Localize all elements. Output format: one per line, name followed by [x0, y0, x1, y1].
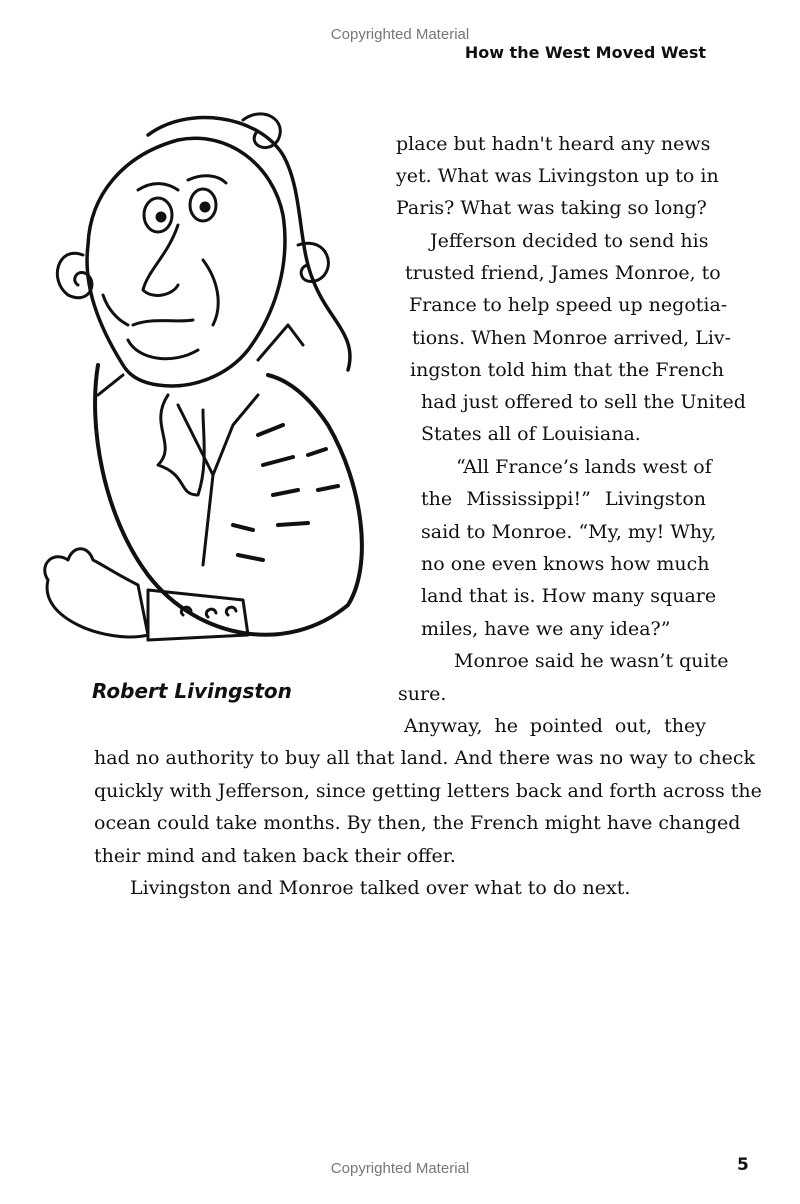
text-line: said to Monroe. “My, my! Why,	[421, 521, 717, 543]
text-line: Anyway, he pointed out, they	[404, 715, 706, 737]
text-line: miles, have we any idea?”	[421, 618, 671, 640]
wig	[148, 118, 350, 370]
right-pupil	[201, 203, 209, 211]
text-line: had just offered to sell the United	[421, 391, 746, 413]
text-line: tions. When Monroe arrived, Liv-	[412, 327, 732, 349]
text-line: the Mississippi!” Livingston	[421, 488, 706, 510]
chin	[128, 340, 198, 359]
text-line: quickly with Jefferson, since getting letters back and forth across the	[94, 780, 762, 802]
coat-outline	[95, 365, 362, 635]
watermark-top: Copyrighted Material	[330, 26, 470, 43]
text-line: land that is. How many square	[421, 585, 717, 607]
cheek-lines	[103, 260, 218, 325]
text-line: sure.	[398, 683, 447, 705]
coat-lapel	[178, 395, 258, 475]
eyebrows	[138, 176, 226, 190]
left-pupil	[157, 213, 165, 221]
text-line: “All France’s lands west of	[456, 456, 712, 478]
text-line: their mind and taken back their offer.	[94, 845, 456, 867]
text-line: trusted friend, James Monroe, to	[405, 262, 721, 284]
text-line: Paris? What was taking so long?	[396, 197, 707, 219]
text-line: Livingston and Monroe talked over what to do next.	[130, 877, 631, 899]
hand	[45, 549, 148, 637]
text-line: ingston told him that the French	[410, 359, 724, 381]
text-line: States all of Louisiana.	[421, 423, 641, 445]
mouth	[133, 320, 193, 325]
wig-curl-right	[298, 243, 328, 281]
running-head: How the West Moved West	[464, 43, 706, 62]
text-line: Monroe said he wasn’t quite	[454, 650, 729, 672]
coat-collar	[98, 325, 303, 395]
text-line: no one even knows how much	[421, 553, 710, 575]
robert-livingston-illustration	[28, 95, 373, 670]
wig-curl-top	[243, 114, 280, 148]
nose	[143, 225, 178, 295]
text-line: place but hadn't heard any news	[396, 133, 711, 155]
page-number: 5	[737, 1155, 749, 1175]
text-line: ocean could take months. By then, the French might have changed	[94, 812, 741, 834]
coat-hatching	[233, 425, 338, 560]
text-line: yet. What was Livingston up to in	[396, 165, 719, 187]
text-line: had no authority to buy all that land. And there was no way to check	[94, 747, 755, 769]
illustration-caption: Robert Livingston	[92, 679, 292, 703]
text-line: France to help speed up negotia-	[409, 294, 728, 316]
head-outline	[87, 138, 285, 386]
text-line: Jefferson decided to send his	[430, 230, 709, 252]
watermark-bottom: Copyrighted Material	[330, 1160, 470, 1177]
coat-lapel-2	[203, 475, 213, 565]
